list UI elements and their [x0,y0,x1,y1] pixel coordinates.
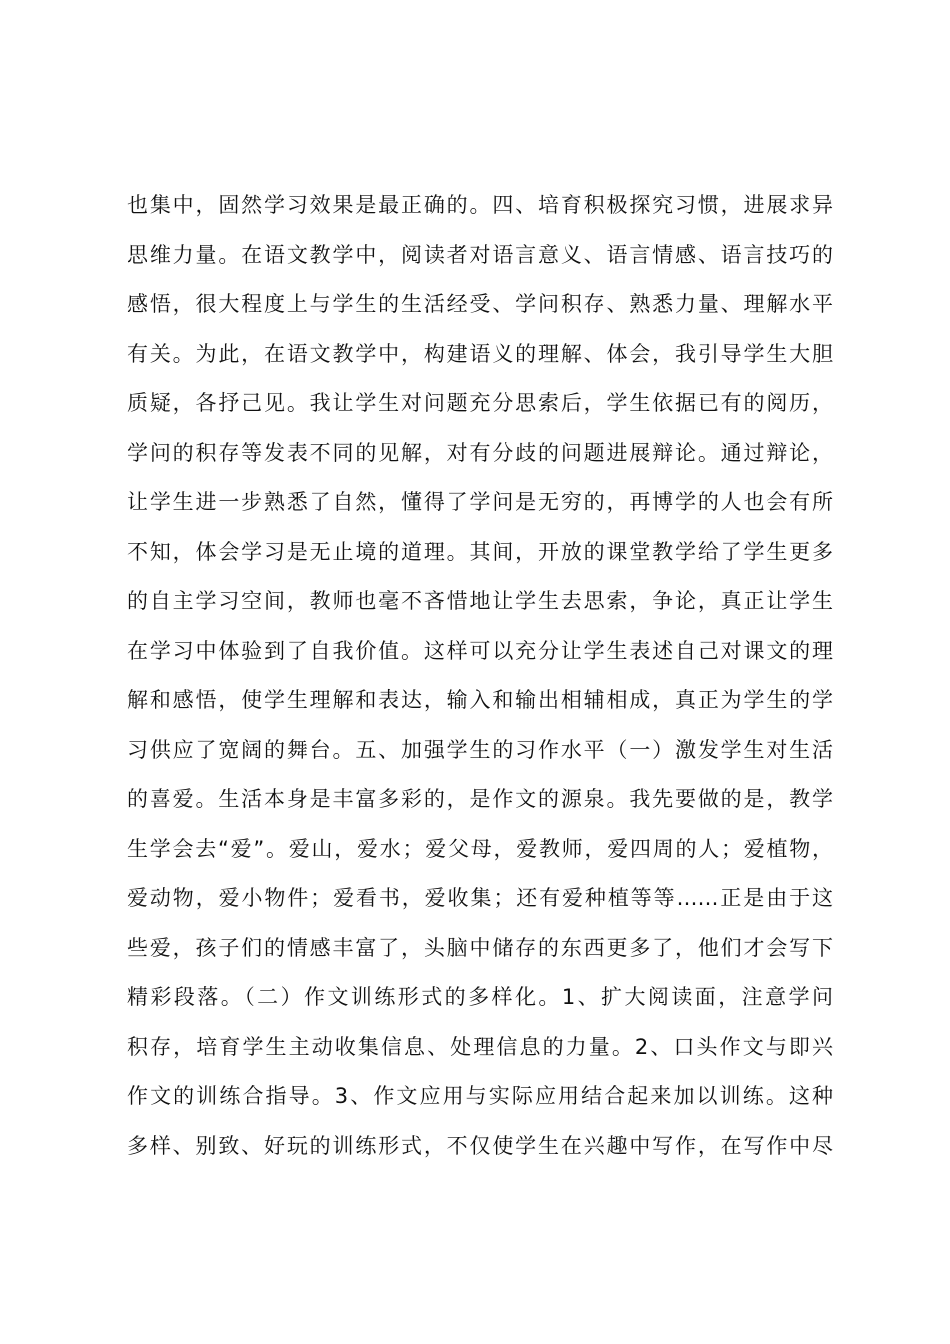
text-line: 解和感悟，使学生理解和表达，输入和输出相辅相成，真正为学生的学 [127,688,833,712]
body-paragraph [127,181,833,1171]
text-line: 的喜爱。生活本身是丰富多彩的，是作文的源泉。我先要做的是，教学 [127,787,833,811]
text-line: 积存，培育学生主动收集信息、处理信息的力量。2、口头作文与即兴 [127,1034,833,1059]
text-line: 学问的积存等发表不同的见解，对有分歧的问题进展辩论。通过辩论， [127,440,833,465]
text-line: 感悟，很大程度上与学生的生活经受、学问积存、熟悉力量、理解水平 [127,292,833,316]
text-line: 生学会去“爱”。爱山，爱水；爱父母，爱教师，爱四周的人；爱植物， [127,836,833,861]
text-line: 有关。为此，在语文教学中，构建语义的理解、体会，我引导学生大胆 [127,341,833,366]
text-line: 在学习中体验到了自我价值。这样可以充分让学生表述自己对课文的理 [127,638,833,663]
text-line: 些爱，孩子们的情感丰富了，头脑中储存的东西更多了，他们才会写下 [127,935,833,960]
text-line: 的自主学习空间，教师也毫不吝惜地让学生去思索，争论，真正让学生 [127,589,833,613]
text-line: 爱动物，爱小物件；爱看书，爱收集；还有爱种植等等……正是由于这 [127,886,833,910]
text-line: 不知，体会学习是无止境的道理。其间，开放的课堂教学给了学生更多 [127,539,833,564]
text-line: 质疑，各抒己见。我让学生对问题充分思索后，学生依据已有的阅历， [127,391,833,415]
text-line: 精彩段落。（二）作文训练形式的多样化。1、扩大阅读面，注意学问 [127,985,833,1009]
text-line: 作文的训练合指导。3、作文应用与实际应用结合起来加以训练。这种 [127,1084,833,1108]
text-line: 让学生进一步熟悉了自然，懂得了学问是无穷的，再博学的人也会有所 [127,490,833,514]
text-line: 思维力量。在语文教学中，阅读者对语言意义、语言情感、语言技巧的 [127,242,833,267]
text-line: 多样、别致、好玩的训练形式，不仅使学生在兴趣中写作，在写作中尽 [127,1133,833,1158]
text-line: 也集中，固然学习效果是最正确的。四、培育积极探究习惯，进展求异 [127,193,833,217]
text-line: 习供应了宽阔的舞台。五、加强学生的习作水平（一）激发学生对生活 [127,737,833,762]
